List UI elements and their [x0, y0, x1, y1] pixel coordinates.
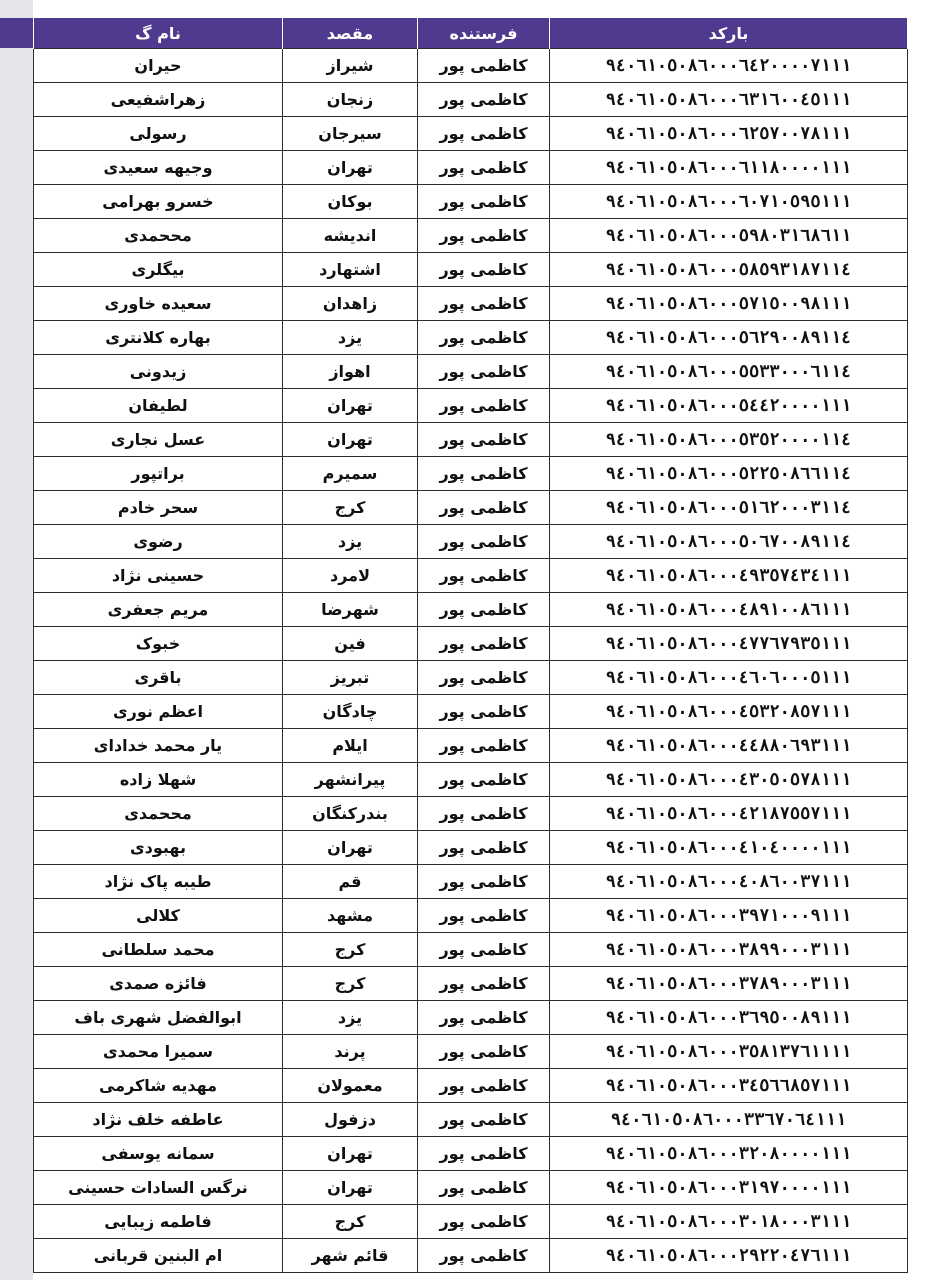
table-row [34, 1171, 908, 1205]
cell-barcode: ۹٤۰٦۱۰٥۰٨٦۰۰۰٣٢۰٨۰۰۰۰١١١ [550, 1137, 908, 1171]
cell-barcode: ۹٤۰٦۱۰٥۰٨٦۰۰۰٦٤٢۰۰۰۰٧١١١ [550, 49, 908, 83]
shipment-table [33, 18, 908, 1273]
table-row [34, 1035, 908, 1069]
cell-barcode: ۹٤۰٦۱۰٥۰٨٦۰۰۰٤١۰٤۰۰۰۰١١١ [550, 831, 908, 865]
cell-destination: تهران [283, 151, 418, 185]
cell-destination: پیرانشهر [283, 763, 418, 797]
cell-barcode: ۹٤۰٦۱۰٥۰٨٦۰۰۰٥١٦٢۰۰۰٣١١٤ [550, 491, 908, 525]
cell-destination: مشهد [283, 899, 418, 933]
cell-barcode: ۹٤۰٦۱۰٥۰٨٦۰۰۰٤٣۰٥۰٥٧٨١١١ [550, 763, 908, 797]
cell-sender: کاظمی پور [418, 185, 550, 219]
cell-barcode: ۹٤۰٦۱۰٥۰٨٦۰۰۰٥٨٥۹٣١٨٧١١٤ [550, 253, 908, 287]
cell-destination: کرج [283, 1205, 418, 1239]
cell-barcode: ۹٤۰٦۱۰٥۰٨٦۰۰۰٣٦۹٥۰۰٨۹١١١ [550, 1001, 908, 1035]
header-sender: فرستنده [418, 18, 550, 49]
cell-name: بهبودی [34, 831, 283, 865]
left-header-tab [0, 18, 36, 48]
cell-barcode: ۹٤۰٦۱۰٥۰٨٦۰۰۰٣٤٥٦٦٨٥٧١١١ [550, 1069, 908, 1103]
cell-sender: کاظمی پور [418, 525, 550, 559]
cell-name: سعیده خاوری [34, 287, 283, 321]
cell-destination: اندیشه [283, 219, 418, 253]
cell-sender: کاظمی پور [418, 253, 550, 287]
cell-barcode: ۹٤۰٦۱۰٥۰٨٦۰۰۰٢۹٢٢۰٤٧٦١١١ [550, 1239, 908, 1273]
cell-destination: تهران [283, 1137, 418, 1171]
table-row [34, 457, 908, 491]
table-row [34, 491, 908, 525]
cell-sender: کاظمی پور [418, 491, 550, 525]
cell-barcode: ۹٤۰٦۱۰٥۰٨٦۰۰۰٥٦٢۹۰۰٨۹١١٤ [550, 321, 908, 355]
cell-barcode: ۹٤۰٦۱۰٥۰٨٦۰۰۰٤٤٨٨۰٦۹٣١١١ [550, 729, 908, 763]
cell-destination: یزد [283, 321, 418, 355]
table-row [34, 525, 908, 559]
cell-sender: کاظمی پور [418, 219, 550, 253]
cell-name: رسولی [34, 117, 283, 151]
cell-destination: تبریز [283, 661, 418, 695]
cell-sender: کاظمی پور [418, 1239, 550, 1273]
cell-sender: کاظمی پور [418, 763, 550, 797]
cell-destination: ایلام [283, 729, 418, 763]
cell-sender: کاظمی پور [418, 559, 550, 593]
cell-sender: کاظمی پور [418, 49, 550, 83]
cell-destination: زاهدان [283, 287, 418, 321]
cell-name: سمانه یوسفی [34, 1137, 283, 1171]
cell-barcode: ۹٤۰٦۱۰٥۰٨٦۰۰۰٣٣٦٧۰٦٤١١١ [550, 1103, 908, 1137]
cell-barcode: ۹٤۰٦۱۰٥۰٨٦۰۰۰٤٨۹١۰۰٨٦١١١ [550, 593, 908, 627]
cell-name: یار محمد خدادای [34, 729, 283, 763]
cell-name: باقری [34, 661, 283, 695]
cell-sender: کاظمی پور [418, 865, 550, 899]
table-row [34, 933, 908, 967]
cell-sender: کاظمی پور [418, 83, 550, 117]
cell-barcode: ۹٤۰٦۱۰٥۰٨٦۰۰۰٤٥٣٢۰٨٥٧١١١ [550, 695, 908, 729]
cell-sender: کاظمی پور [418, 321, 550, 355]
cell-destination: کرج [283, 933, 418, 967]
cell-barcode: ۹٤۰٦۱۰٥۰٨٦۰۰۰٣٥٨١٣٧٦١١١١ [550, 1035, 908, 1069]
cell-sender: کاظمی پور [418, 151, 550, 185]
table-row [34, 1137, 908, 1171]
cell-barcode: ۹٤۰٦۱۰٥۰٨٦۰۰۰٣١۹٧۰۰۰۰١١١ [550, 1171, 908, 1205]
cell-barcode: ۹٤۰٦۱۰٥۰٨٦۰۰۰٥۰٦٧۰۰٨۹١١٤ [550, 525, 908, 559]
cell-barcode: ۹٤۰٦۱۰٥۰٨٦۰۰۰٥٣٥٢۰۰۰۰١١٤ [550, 423, 908, 457]
cell-name: بهاره کلانتری [34, 321, 283, 355]
cell-name: حسینی نژاد [34, 559, 283, 593]
cell-sender: کاظمی پور [418, 1069, 550, 1103]
cell-sender: کاظمی پور [418, 287, 550, 321]
table-row [34, 355, 908, 389]
cell-destination: پرند [283, 1035, 418, 1069]
header-name: نام گ [34, 18, 283, 49]
table-row [34, 1239, 908, 1273]
cell-sender: کاظمی پور [418, 729, 550, 763]
table-row [34, 287, 908, 321]
cell-sender: کاظمی پور [418, 695, 550, 729]
table-row [34, 423, 908, 457]
header-destination: مقصد [283, 18, 418, 49]
cell-destination: سمیرم [283, 457, 418, 491]
cell-sender: کاظمی پور [418, 933, 550, 967]
left-margin-band [0, 0, 33, 1280]
cell-name: وجیهه سعیدی [34, 151, 283, 185]
cell-barcode: ۹٤۰٦۱۰٥۰٨٦۰۰۰٣٧٨۹۰۰۰٣١١١ [550, 967, 908, 1001]
cell-destination: بوکان [283, 185, 418, 219]
table-row [34, 967, 908, 1001]
header-row [34, 18, 908, 49]
table-row [34, 49, 908, 83]
cell-name: ابوالفضل شهری باف [34, 1001, 283, 1035]
cell-sender: کاظمی پور [418, 661, 550, 695]
cell-destination: تهران [283, 831, 418, 865]
cell-name: مححمدی [34, 797, 283, 831]
cell-name: محمد سلطانی [34, 933, 283, 967]
table-row [34, 593, 908, 627]
table-row [34, 729, 908, 763]
table-row [34, 117, 908, 151]
cell-barcode: ۹٤۰٦۱۰٥۰٨٦۰۰۰٥٢٢٥۰٨٦٦١١٤ [550, 457, 908, 491]
cell-name: مریم جعفری [34, 593, 283, 627]
cell-destination: قم [283, 865, 418, 899]
table-row [34, 1001, 908, 1035]
table-body [34, 49, 908, 1273]
cell-sender: کاظمی پور [418, 1171, 550, 1205]
cell-destination: اهواز [283, 355, 418, 389]
cell-sender: کاظمی پور [418, 967, 550, 1001]
table-row [34, 1205, 908, 1239]
cell-barcode: ۹٤۰٦۱۰٥۰٨٦۰۰۰٤۹٣٥٧٤٣٤١١١ [550, 559, 908, 593]
cell-name: فائزه صمدی [34, 967, 283, 1001]
cell-destination: فین [283, 627, 418, 661]
cell-name: لطیفان [34, 389, 283, 423]
cell-sender: کاظمی پور [418, 117, 550, 151]
cell-destination: تهران [283, 389, 418, 423]
cell-barcode: ۹٤۰٦۱۰٥۰٨٦۰۰۰٦٣١٦۰۰٤٥١١١ [550, 83, 908, 117]
cell-name: زیدونی [34, 355, 283, 389]
table-row [34, 627, 908, 661]
cell-barcode: ۹٤۰٦۱۰٥۰٨٦۰۰۰٤٦۰٦۰۰۰٥١١١ [550, 661, 908, 695]
cell-sender: کاظمی پور [418, 355, 550, 389]
cell-barcode: ۹٤۰٦۱۰٥۰٨٦۰۰۰٤٢١٨٧٥٥٧١١١ [550, 797, 908, 831]
cell-name: مححمدی [34, 219, 283, 253]
cell-barcode: ۹٤۰٦۱۰٥۰٨٦۰۰۰٣۹٧١۰۰۰۹١١١ [550, 899, 908, 933]
cell-name: نرگس السادات حسینی [34, 1171, 283, 1205]
cell-name: عاطفه خلف نژاد [34, 1103, 283, 1137]
cell-destination: تهران [283, 423, 418, 457]
cell-barcode: ۹٤۰٦۱۰٥۰٨٦۰۰۰٦١١٨۰۰۰۰١١١ [550, 151, 908, 185]
cell-name: خبوک [34, 627, 283, 661]
cell-sender: کاظمی پور [418, 389, 550, 423]
cell-destination: تهران [283, 1171, 418, 1205]
table-row [34, 151, 908, 185]
cell-sender: کاظمی پور [418, 797, 550, 831]
cell-sender: کاظمی پور [418, 899, 550, 933]
table-row [34, 1103, 908, 1137]
cell-sender: کاظمی پور [418, 1137, 550, 1171]
cell-destination: شهرضا [283, 593, 418, 627]
table-row [34, 661, 908, 695]
table-row [34, 253, 908, 287]
cell-name: کلالی [34, 899, 283, 933]
cell-barcode: ۹٤۰٦۱۰٥۰٨٦۰۰۰٦٢٥٧۰۰٧٨١١١ [550, 117, 908, 151]
table-row [34, 899, 908, 933]
header-barcode: بارکد [550, 18, 908, 49]
cell-destination: سیرجان [283, 117, 418, 151]
cell-name: بیگلری [34, 253, 283, 287]
cell-name: عسل نجاری [34, 423, 283, 457]
table-row [34, 695, 908, 729]
cell-barcode: ۹٤۰٦۱۰٥۰٨٦۰۰۰٥٧١٥۰۰۹٨١١١ [550, 287, 908, 321]
cell-barcode: ۹٤۰٦۱۰٥۰٨٦۰۰۰٥٤٤٢۰۰۰۰١١١ [550, 389, 908, 423]
cell-name: فاطمه زیبایی [34, 1205, 283, 1239]
cell-barcode: ۹٤۰٦۱۰٥۰٨٦۰۰۰٦۰٧١۰٥۹٥١١١ [550, 185, 908, 219]
cell-destination: کرج [283, 967, 418, 1001]
table-row [34, 559, 908, 593]
table-row [34, 831, 908, 865]
table-row [34, 865, 908, 899]
cell-destination: معمولان [283, 1069, 418, 1103]
table-row [34, 321, 908, 355]
cell-sender: کاظمی پور [418, 627, 550, 661]
cell-barcode: ۹٤۰٦۱۰٥۰٨٦۰۰۰٣٨۹۹۰۰۰٣١١١ [550, 933, 908, 967]
table-row [34, 1069, 908, 1103]
cell-destination: لامرد [283, 559, 418, 593]
table-header [34, 18, 908, 49]
cell-destination: یزد [283, 525, 418, 559]
table-row [34, 797, 908, 831]
cell-barcode: ۹٤۰٦۱۰٥۰٨٦۰۰۰٥۹٨۰٣١٦٨٦١١ [550, 219, 908, 253]
cell-name: زهراشفیعی [34, 83, 283, 117]
cell-destination: یزد [283, 1001, 418, 1035]
cell-name: سمیرا محمدی [34, 1035, 283, 1069]
cell-name: رضوی [34, 525, 283, 559]
cell-destination: کرج [283, 491, 418, 525]
cell-sender: کاظمی پور [418, 593, 550, 627]
table-row [34, 763, 908, 797]
cell-name: سحر خادم [34, 491, 283, 525]
cell-destination: اشتهارد [283, 253, 418, 287]
cell-name: حیران [34, 49, 283, 83]
cell-sender: کاظمی پور [418, 1001, 550, 1035]
cell-barcode: ۹٤۰٦۱۰٥۰٨٦۰۰۰٤۰٨٦۰۰٣٧١١١ [550, 865, 908, 899]
cell-destination: زنجان [283, 83, 418, 117]
cell-name: شهلا زاده [34, 763, 283, 797]
cell-barcode: ۹٤۰٦۱۰٥۰٨٦۰۰۰٣۰١٨۰۰۰٣١١١ [550, 1205, 908, 1239]
cell-sender: کاظمی پور [418, 423, 550, 457]
cell-sender: کاظمی پور [418, 1035, 550, 1069]
table-row [34, 389, 908, 423]
table-row [34, 185, 908, 219]
cell-destination: شیراز [283, 49, 418, 83]
cell-barcode: ۹٤۰٦۱۰٥۰٨٦۰۰۰٤٧٧٦٧۹٣٥١١١ [550, 627, 908, 661]
cell-destination: چادگان [283, 695, 418, 729]
cell-sender: کاظمی پور [418, 1103, 550, 1137]
cell-sender: کاظمی پور [418, 831, 550, 865]
table-row [34, 219, 908, 253]
cell-name: براتپور [34, 457, 283, 491]
cell-name: اعظم نوری [34, 695, 283, 729]
cell-name: طیبه پاک نژاد [34, 865, 283, 899]
table-row [34, 83, 908, 117]
cell-sender: کاظمی پور [418, 457, 550, 491]
cell-destination: قائم شهر [283, 1239, 418, 1273]
cell-barcode: ۹٤۰٦۱۰٥۰٨٦۰۰۰٥٥٣٣۰۰۰٦١١٤ [550, 355, 908, 389]
shipment-table-container [33, 18, 907, 1273]
cell-name: خسرو بهرامی [34, 185, 283, 219]
cell-sender: کاظمی پور [418, 1205, 550, 1239]
cell-name: ام البنین قربانی [34, 1239, 283, 1273]
cell-name: مهدیه شاکرمی [34, 1069, 283, 1103]
cell-destination: بندرکنگان [283, 797, 418, 831]
cell-destination: دزفول [283, 1103, 418, 1137]
